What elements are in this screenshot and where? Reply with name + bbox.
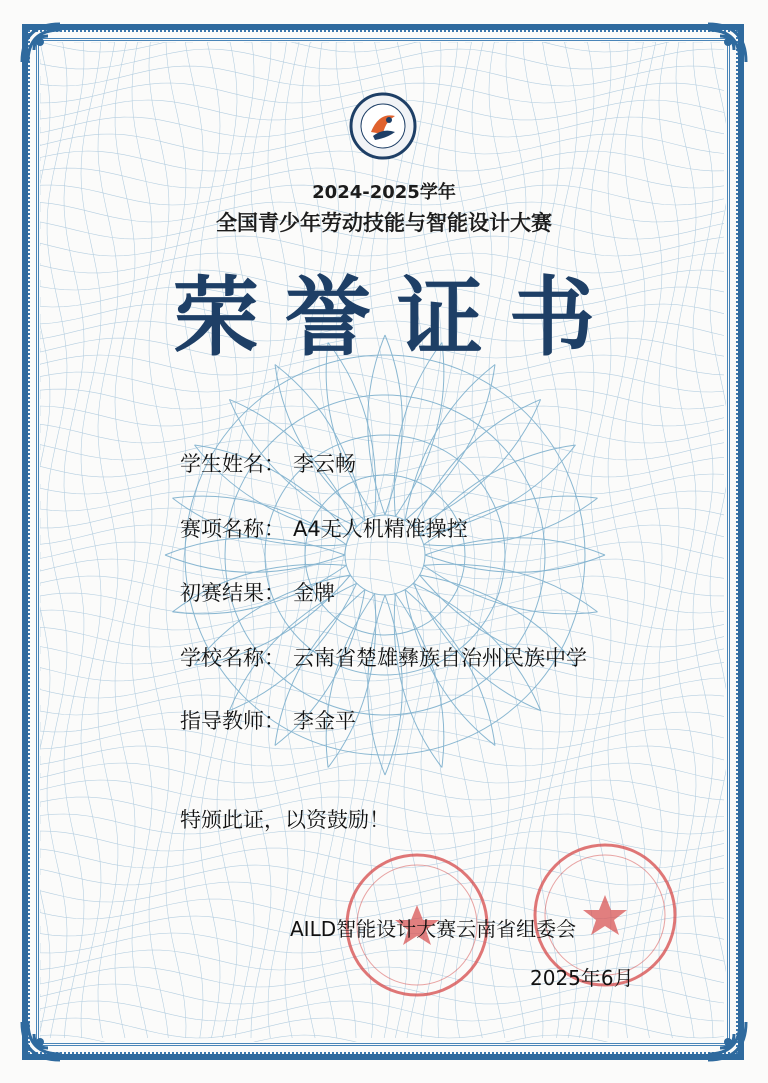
field-value: 李云畅 xyxy=(293,452,356,476)
field-value: 金牌 xyxy=(293,581,335,605)
field-label: 学校名称： xyxy=(180,646,285,670)
field-school-name xyxy=(180,642,587,672)
field-label: 学生姓名： xyxy=(180,452,285,476)
field-event-name xyxy=(180,513,468,543)
academic-year: 2024-2025学年 xyxy=(312,182,456,203)
contest-name: 全国青少年劳动技能与智能设计大赛 xyxy=(216,211,552,235)
field-value: 李金平 xyxy=(293,709,356,733)
field-value: A4无人机精准操控 xyxy=(293,517,468,541)
field-instructor xyxy=(180,705,356,735)
corner-ornament-icon xyxy=(704,20,750,66)
field-value: 云南省楚雄彝族自治州民族中学 xyxy=(293,646,587,670)
field-label: 指导教师： xyxy=(180,709,285,733)
field-preliminary-result xyxy=(180,577,335,607)
organizer-name: AILD智能设计大赛云南省组委会 xyxy=(290,917,577,941)
corner-ornament-icon xyxy=(18,1018,64,1064)
corner-ornament-icon xyxy=(18,20,64,66)
corner-ornament-icon xyxy=(704,1018,750,1064)
issue-date: 2025年6月 xyxy=(530,966,634,990)
field-label: 初赛结果： xyxy=(180,581,285,605)
field-student-name xyxy=(180,448,356,478)
praise-text: 特颁此证，以资鼓励！ xyxy=(180,808,390,832)
contest-logo-icon xyxy=(349,92,417,160)
field-label: 赛项名称： xyxy=(180,517,285,541)
certificate-title: 荣誉证书 xyxy=(173,267,621,368)
